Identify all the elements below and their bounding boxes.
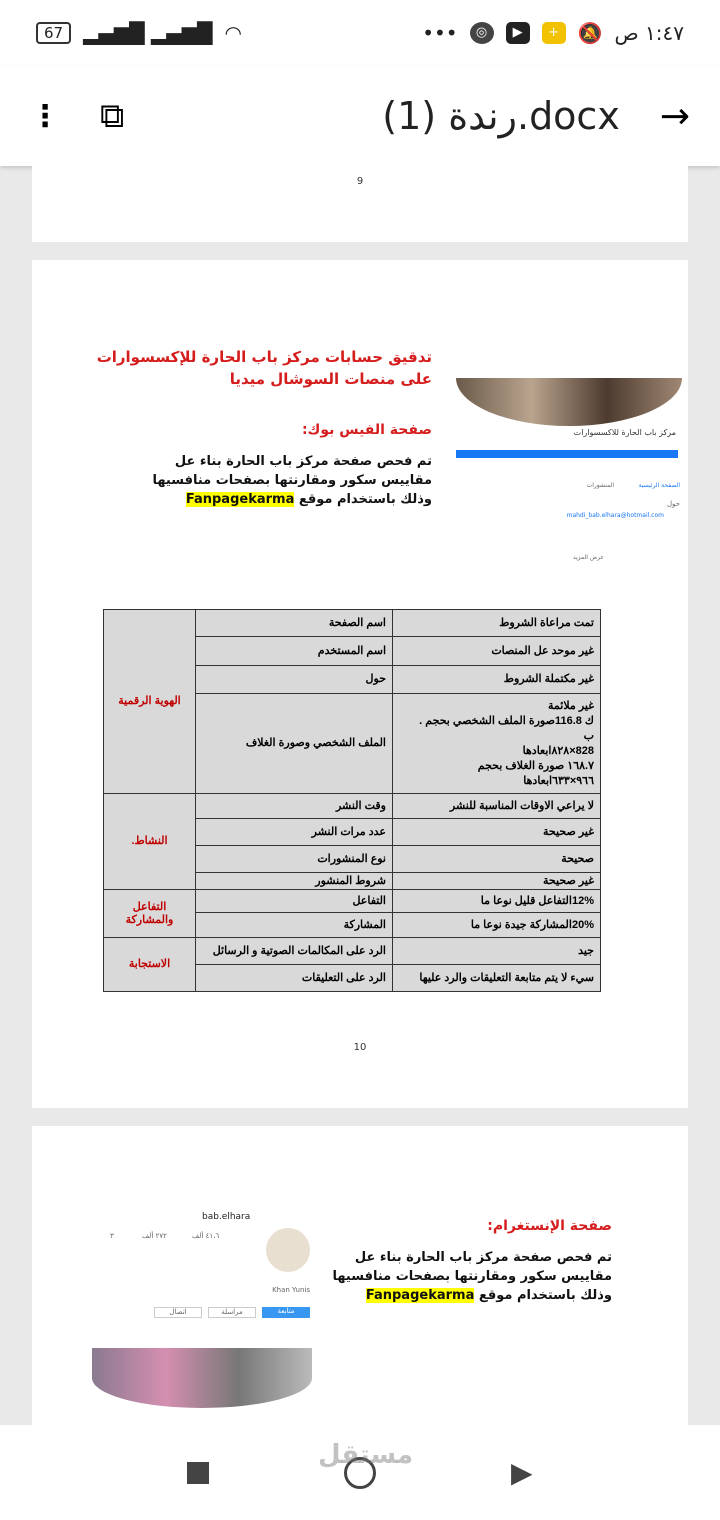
fanpagekarma-highlight: Fanpagekarma [185,492,295,507]
page-10 [32,260,688,1108]
criterion-cell: التفاعل [196,890,393,913]
fb-tab-posts: المنشورات [586,482,614,489]
criterion-cell: اسم المستخدم [196,637,393,666]
eval-cell: لا يراعي الاوقات المناسبة للنشر [393,794,601,819]
eval-cell: غير مكتملة الشروط [393,666,601,694]
signal-icon: ▂▄▆█ ▂▄▆█ [83,21,213,45]
open-external-icon[interactable]: ⧉ [100,96,125,136]
facebook-heading: صفحة الفيس بوك: [301,422,432,438]
eval-cell: 20%المشاركة جيدة نوعا ما [393,913,601,938]
facebook-description: تم فحص صفحة مركز باب الحارة بناء عل مقاييس سكور ومقارنتها بصفحات منافسيها وذلك باستخدام موقع [152,454,432,507]
fb-about: حول [666,500,680,508]
document-title: رندة (1).docx [382,94,620,138]
recents-button[interactable] [187,1462,209,1484]
criterion-cell: شروط المنشور [196,873,393,890]
chrome-icon: ◎ [470,22,494,44]
eval-cell: غير صحيحة [393,819,601,846]
watermark: مستقل [318,1440,414,1470]
criterion-cell: الرد على التعليقات [196,965,393,992]
app-bar [0,66,720,166]
ig-follow-button: متابعة [262,1307,310,1318]
fanpagekarma-highlight: Fanpagekarma [365,1288,475,1303]
instagram-description: تم فحص صفحة مركز باب الحارة بناء عل مقاييس سكور ومقارنتها بصفحات منافسيها وذلك باستخدام موقع [332,1250,612,1303]
ig-location: Khan Yunis [272,1286,310,1294]
mute-bell-icon: 🔕 [577,21,603,45]
eval-cell: سيء لا يتم متابعة التعليقات والرد عليها [393,965,601,992]
facebook-page-screenshot [454,378,684,590]
ig-contact-button: اتصال [154,1307,202,1318]
ig-following-count: ٣ [110,1232,114,1240]
criterion-cell: اسم الصفحة [196,610,393,637]
category-cell: النشاط. [104,794,196,890]
criterion-cell: وقت النشر [196,794,393,819]
eval-cell: 12%التفاعل قليل نوعا ما [393,890,601,913]
eval-cell: غير موحد عل المنصات [393,637,601,666]
status-bar [0,0,720,66]
fb-page-name: مركز باب الحارة للاكسسوارات [573,428,676,437]
fb-see-more: عرض المزيد [572,554,604,561]
eval-cell: غير ملائمة ك 116.8صورة الملف الشخصي بحجم . ب 828×٨٢٨ابعادها ١٦٨.٧ صورة الغلاف بحجم ٩٦٦×٦٣٣ابعادها [393,694,601,794]
instagram-heading: صفحة الإنستغرام: [487,1218,612,1234]
category-cell: الهوية الرقمية [104,610,196,794]
eval-cell: غير صحيحة [393,873,601,890]
youtube-icon: ▶ [506,22,530,44]
criterion-cell: المشاركة [196,913,393,938]
back-arrow-icon[interactable]: → [659,95,690,137]
ig-followers-count: ٢٧٢ ألف [142,1232,167,1240]
criterion-cell: نوع المنشورات [196,846,393,873]
ig-posts-count: ٤١،٦ ألف [192,1232,220,1240]
eval-cell: جيد [393,938,601,965]
ig-username: bab.elhara [202,1212,251,1222]
ig-message-button: مراسلة [208,1307,256,1318]
page-number: 9 [356,176,364,187]
fb-tab-home: الصفحة الرئيسية [638,482,680,489]
page-9 [32,166,688,242]
notes-icon: + [542,22,566,44]
criterion-cell: حول [196,666,393,694]
battery-icon: 67 [36,22,71,44]
wifi-icon: ◠ [224,21,242,45]
eval-cell: تمت مراعاة الشروط [393,610,601,637]
section-heading: تدقيق حسابات مركز باب الحارة للإكسسوارات على منصات السوشال ميديا [96,348,432,388]
fb-email: mahdi_bab.elhara@hotmail.com [566,512,664,519]
category-cell: التفاعل والمشاركة [104,890,196,938]
criterion-cell: الرد على المكالمات الصوتية و الرسائل [196,938,393,965]
criterion-cell: عدد مرات النشر [196,819,393,846]
instagram-profile-screenshot [82,1202,320,1422]
criterion-cell: الملف الشخصي وصورة الغلاف [196,694,393,794]
more-options-icon[interactable]: ⋮ [30,98,60,134]
page-number: 10 [353,1042,367,1053]
audit-table [103,609,601,992]
back-button[interactable]: ▶ [511,1456,533,1489]
clock: ١:٤٧ ص [614,21,684,45]
category-cell: الاستجابة [104,938,196,992]
eval-cell: صحيحة [393,846,601,873]
page-11 [32,1126,688,1426]
more-notifications: ••• [422,21,458,45]
